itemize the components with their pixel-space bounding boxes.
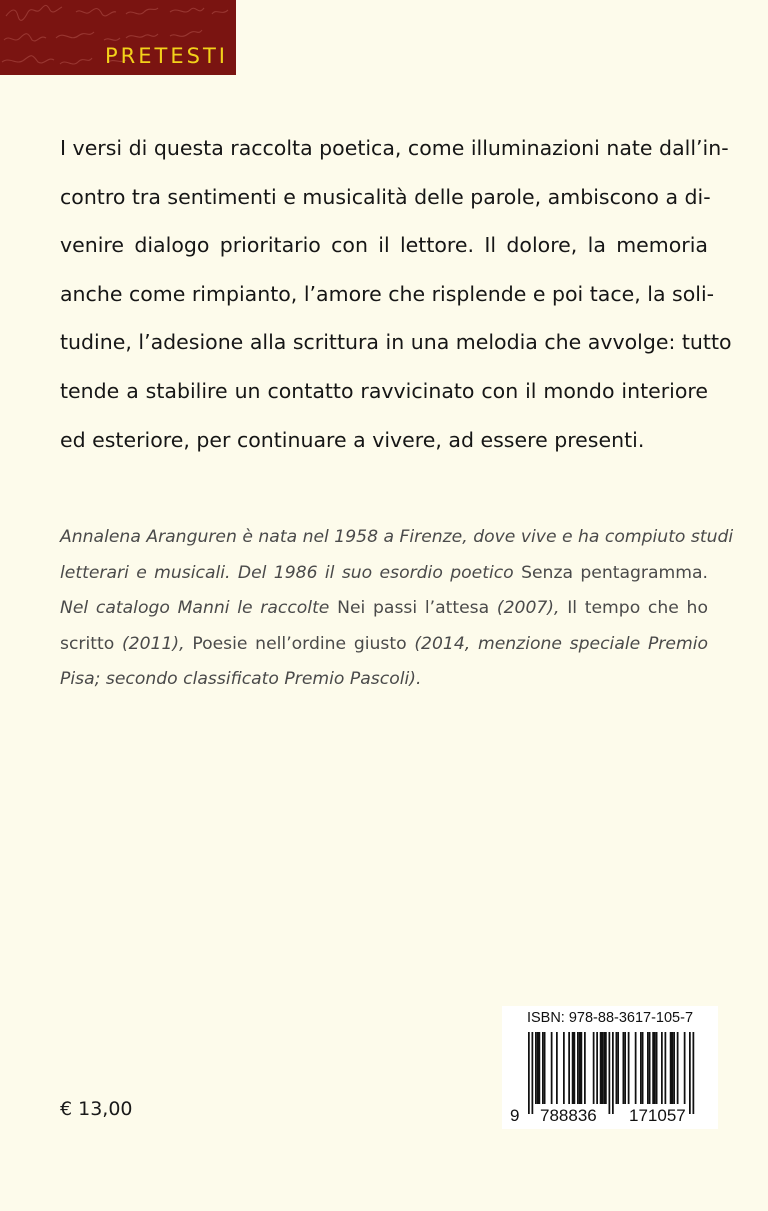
barcode-bar [581, 1032, 583, 1104]
blurb-line: venire dialogo prioritario con il lettore. Il dolore, la memoria [60, 233, 708, 258]
barcode-bar [528, 1032, 530, 1114]
book-title: scritto [60, 633, 115, 654]
barcode-bar [635, 1032, 637, 1104]
ean-digit-group: 9 [510, 1106, 520, 1125]
barcode-bar [684, 1032, 686, 1104]
barcode-bar [602, 1032, 604, 1104]
barcode-bar [609, 1032, 611, 1114]
barcode-bar [572, 1032, 574, 1104]
barcode-bar [661, 1032, 663, 1104]
barcode-bar [584, 1032, 586, 1104]
barcode-bar [593, 1032, 595, 1104]
barcode-bar [640, 1032, 642, 1104]
barcode-bar [628, 1032, 630, 1104]
barcode-bar [577, 1032, 579, 1104]
barcode-bar [654, 1032, 656, 1104]
ean-digit-group: 788836 [540, 1106, 597, 1125]
blurb-line: contro tra sentimenti e musicalità delle parole, ambiscono a di- [60, 184, 711, 209]
barcode-bar [642, 1032, 644, 1104]
barcode-bar [605, 1032, 607, 1104]
barcode-bar [556, 1032, 558, 1104]
barcode-bar [665, 1032, 667, 1104]
barcode-bar [672, 1032, 674, 1104]
barcode-bar [600, 1032, 602, 1104]
bio-line [60, 627, 708, 663]
book-title: Il tempo che ho [559, 598, 708, 618]
barcode-bar [579, 1032, 581, 1104]
back-cover-blurb [60, 124, 732, 464]
barcode-bar [532, 1032, 534, 1114]
series-badge [0, 0, 236, 75]
bio-text: letterari e musicali. Del 1986 il suo esordio poetico [60, 562, 522, 583]
barcode-bar [649, 1032, 651, 1104]
barcode-bar [670, 1032, 672, 1104]
barcode-bar [677, 1032, 679, 1104]
barcode-bar [542, 1032, 544, 1104]
bio-line [60, 556, 708, 592]
blurb-line: ed esteriore, per continuare a vivere, ad essere presenti. [60, 427, 645, 452]
book-title: Nei passi l’attesa [337, 598, 490, 618]
barcode-bar [656, 1032, 658, 1104]
barcode-bar [563, 1032, 565, 1104]
author-bio [60, 520, 734, 698]
bio-line: Annalena Aranguren è nata nel 1958 a Firenze, dove vive e ha compiuto studi [60, 527, 734, 547]
barcode-bar [673, 1032, 675, 1104]
bio-line: Pisa; secondo classificato Premio Pascoli). [60, 669, 422, 689]
book-year: (2007), [489, 598, 560, 618]
barcode-bar [551, 1032, 553, 1104]
ean-digit-group: 171057 [629, 1106, 686, 1125]
book-title: Poesie nell’ordine giusto [184, 633, 407, 654]
book-title: Senza pentagramma. [521, 562, 708, 583]
barcode-bar [616, 1032, 618, 1104]
price: € 13,00 [60, 1098, 133, 1120]
barcode-bar [623, 1032, 625, 1104]
barcode-bar [617, 1032, 619, 1104]
isbn-barcode-block [502, 1006, 718, 1129]
bio-line [60, 591, 708, 627]
blurb-line: tudine, l’adesione alla scrittura in una melodia che avvolge: tutto [60, 330, 732, 355]
blurb-line: tende a stabilire un contatto ravvicinato con il mondo interiore [60, 378, 708, 403]
series-name: PRETESTI [105, 44, 228, 68]
barcode-bar [535, 1032, 537, 1104]
ean-digits [502, 1106, 718, 1126]
barcode-bar [574, 1032, 576, 1104]
bio-text: (2014, menzione speciale Premio [406, 633, 708, 654]
blurb-line: anche come rimpianto, l’amore che risplende e poi tace, la soli- [60, 281, 715, 306]
barcode-bar [603, 1032, 605, 1104]
barcode-bar [539, 1032, 541, 1104]
barcode-bar [652, 1032, 654, 1104]
barcode-bar [596, 1032, 598, 1104]
blurb-line: I versi di questa raccolta poetica, come illuminazioni nate dall’in- [60, 136, 729, 160]
bio-text: Nel catalogo Manni le raccolte [60, 598, 338, 618]
book-year: (2011), [114, 633, 185, 654]
barcode-bar [693, 1032, 695, 1114]
barcode-bar [537, 1032, 539, 1104]
barcode-bar [612, 1032, 614, 1114]
barcode-bar [624, 1032, 626, 1104]
barcode-bar [568, 1032, 570, 1104]
barcode-bar [544, 1032, 546, 1104]
barcode-bar [647, 1032, 649, 1104]
isbn-label: ISBN: 978-88-3617-105-7 [526, 1010, 694, 1026]
barcode-bar [689, 1032, 691, 1114]
